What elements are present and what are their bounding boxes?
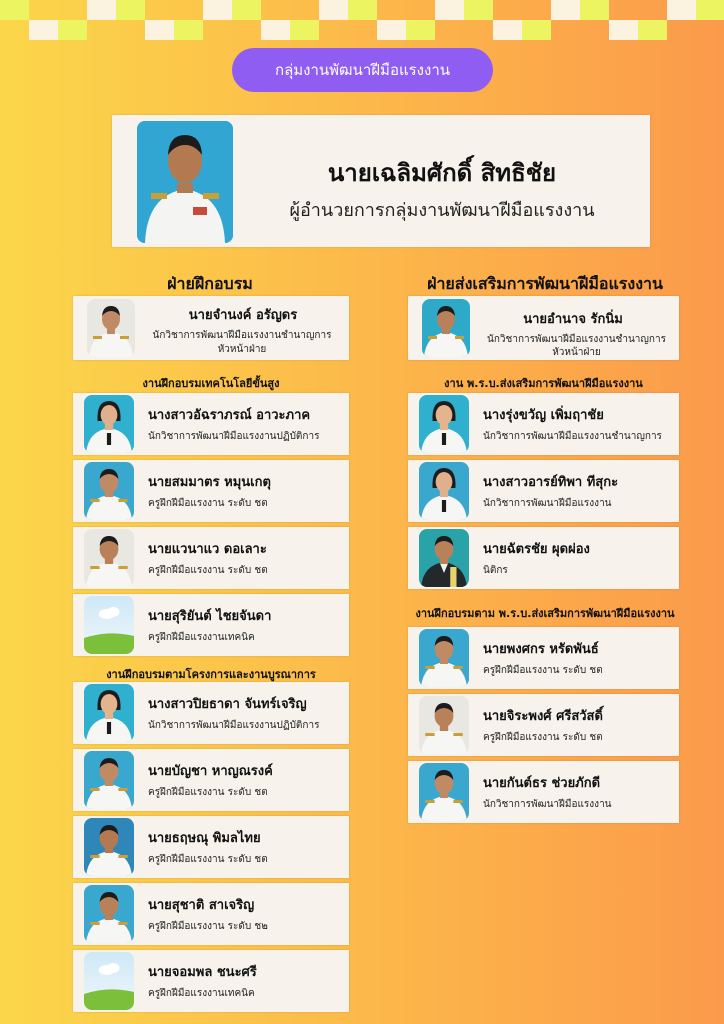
staff-photo — [419, 395, 469, 453]
director-position: ผู้อำนวยการกลุ่มงานพัฒนาฝีมือแรงงาน — [289, 200, 595, 221]
staff-photo — [84, 952, 134, 1010]
staff-card — [408, 761, 679, 823]
staff-name: นายฉัตรชัย ผุดผ่อง — [483, 542, 590, 557]
director-photo — [137, 121, 233, 243]
checker-tile — [638, 20, 667, 40]
staff-card — [73, 749, 349, 811]
person-portrait-icon — [422, 299, 470, 357]
person-portrait-icon — [84, 684, 134, 742]
left-head-card — [73, 296, 349, 360]
staff-position: ครูฝึกฝีมือแรงงาน ระดับ ชต — [483, 665, 603, 676]
staff-name: นายพงศกร หรัดพันธ์ — [483, 642, 599, 657]
director-name: นายเฉลิมศักดิ์ สิทธิชัย — [327, 159, 557, 187]
right-head-position: นักวิชาการพัฒนาฝีมือแรงงานชำนาญการ — [487, 334, 666, 345]
checker-tile — [493, 20, 522, 40]
checker-tile — [609, 20, 638, 40]
staff-photo — [84, 818, 134, 876]
checker-tile — [696, 0, 724, 20]
staff-photo — [419, 696, 469, 754]
checker-tile — [580, 20, 609, 40]
checker-tile — [174, 20, 203, 40]
staff-card — [73, 460, 349, 522]
checker-tile — [638, 0, 667, 20]
checker-tile — [261, 20, 290, 40]
checker-tile — [551, 0, 580, 20]
staff-name: นางสาวอัฉราภรณ์ อาวะภาค — [148, 408, 311, 423]
staff-card — [73, 682, 349, 744]
left-section2-label: งานฝึกอบรมตามโครงการและงานบูรณาการ — [106, 668, 316, 681]
checker-tile — [58, 20, 87, 40]
right-division-heading: ฝ่ายส่งเสริมการพัฒนาฝีมือแรงงาน — [427, 274, 663, 293]
staff-name: นายสุริยันต์ ไชยจันดา — [148, 609, 272, 624]
checker-tile — [348, 20, 377, 40]
checker-tile — [406, 20, 435, 40]
staff-position: ครูฝึกฝีมือแรงงาน ระดับ ชต — [148, 854, 268, 865]
staff-card — [408, 460, 679, 522]
checker-tile — [29, 20, 58, 40]
checker-tile — [464, 20, 493, 40]
staff-card — [408, 527, 679, 589]
left-head-position: นักวิชาการพัฒนาฝีมือแรงงานชำนาญการ — [152, 330, 332, 341]
staff-name: นางสาวปิยธาดา จันทร์เจริญ — [148, 697, 307, 712]
staff-card — [73, 527, 349, 589]
left-head-name: นายจำนงค์ อรัญดร — [188, 308, 298, 323]
staff-name: นางสาวอารย์ทิพา ทีสุกะ — [483, 475, 619, 490]
checker-tile — [203, 20, 232, 40]
checker-tile — [522, 20, 551, 40]
person-portrait-icon — [419, 395, 469, 453]
right-head-role: หัวหน้าฝ่าย — [552, 347, 601, 358]
staff-name: นางรุ่งขวัญ เพิ่มฤาชัย — [483, 408, 604, 423]
staff-photo — [84, 529, 134, 587]
checker-tile — [435, 20, 464, 40]
person-portrait-icon — [84, 395, 134, 453]
checker-border — [0, 0, 724, 48]
staff-photo — [84, 684, 134, 742]
staff-name: นายกันต์ธร ช่วยภักดี — [483, 776, 601, 791]
person-portrait-icon — [87, 299, 135, 357]
checker-tile — [464, 0, 493, 20]
checker-tile — [116, 0, 145, 20]
person-portrait-icon — [84, 818, 134, 876]
checker-tile — [522, 0, 551, 20]
checker-tile — [261, 0, 290, 20]
staff-position: ครูฝึกฝีมือแรงงาน ระดับ ชต — [483, 732, 603, 743]
staff-card — [73, 816, 349, 878]
left-section1-label: งานฝึกอบรมเทคโนโลยีขั้นสูง — [142, 377, 280, 390]
checker-tile — [0, 20, 29, 40]
person-silhouette-icon — [137, 121, 233, 243]
staff-card — [408, 694, 679, 756]
staff-card — [408, 393, 679, 455]
checker-tile — [29, 0, 58, 20]
staff-position: นักวิชาการพัฒนาฝีมือแรงงานปฏิบัติการ — [148, 720, 320, 731]
staff-card — [73, 950, 349, 1012]
staff-photo — [84, 462, 134, 520]
staff-card — [73, 883, 349, 945]
landscape-placeholder-icon — [84, 952, 134, 1010]
staff-card — [408, 627, 679, 689]
checker-tile — [609, 0, 638, 20]
staff-position: นิติกร — [483, 565, 508, 576]
staff-name: นายบัญชา หาญณรงค์ — [148, 764, 273, 779]
checker-tile — [145, 20, 174, 40]
checker-tile — [348, 0, 377, 20]
person-portrait-icon — [84, 885, 134, 943]
staff-position: ครูฝึกฝีมือแรงงาน ระดับ ช๒ — [148, 921, 268, 932]
staff-position: นักวิชาการพัฒนาฝีมือแรงงานปฏิบัติการ — [148, 431, 320, 442]
checker-tile — [174, 0, 203, 20]
checker-tile — [435, 0, 464, 20]
staff-position: ครูฝึกฝีมือแรงงาน ระดับ ชต — [148, 498, 268, 509]
right-section2-label: งานฝึกอบรมตาม พ.ร.บ.ส่งเสริมการพัฒนาฝีมือแรงงาน — [415, 607, 675, 620]
checker-tile — [203, 0, 232, 20]
staff-name: นายธฤษณุ พิมลไทย — [148, 831, 261, 846]
right-head-photo — [422, 299, 470, 357]
staff-card — [73, 393, 349, 455]
checker-tile — [116, 20, 145, 40]
checker-tile — [377, 20, 406, 40]
checker-tile — [580, 0, 609, 20]
staff-card — [73, 594, 349, 656]
person-portrait-icon — [84, 751, 134, 809]
checker-tile — [0, 0, 29, 20]
right-section1-label: งาน พ.ร.บ.ส่งเสริมการพัฒนาฝีมือแรงงาน — [444, 377, 643, 390]
checker-tile — [145, 0, 174, 20]
checker-tile — [551, 20, 580, 40]
checker-tile — [290, 0, 319, 20]
staff-position: ครูฝึกฝีมือแรงงาน ระดับ ชต — [148, 565, 268, 576]
staff-position: นักวิชาการพัฒนาฝีมือแรงงานชำนาญการ — [483, 431, 662, 442]
checker-tile — [377, 0, 406, 20]
staff-position: ครูฝึกฝีมือแรงงานเทคนิค — [148, 632, 255, 643]
checker-tile — [319, 0, 348, 20]
checker-tile — [232, 20, 261, 40]
staff-photo — [419, 763, 469, 821]
checker-tile — [696, 20, 724, 40]
checker-tile — [58, 0, 87, 20]
checker-tile — [87, 20, 116, 40]
director-card — [112, 115, 650, 247]
landscape-placeholder-icon — [84, 596, 134, 654]
checker-tile — [493, 0, 522, 20]
person-portrait-icon — [84, 462, 134, 520]
right-head-card — [408, 296, 679, 360]
right-head-name: นายอำนาจ รักนิ่ม — [523, 312, 623, 327]
staff-position: นักวิชาการพัฒนาฝีมือแรงงาน — [483, 498, 612, 509]
checker-tile — [319, 20, 348, 40]
left-head-photo — [87, 299, 135, 357]
checker-tile — [667, 20, 696, 40]
staff-name: นายสมมาตร หมุนเกตุ — [148, 475, 271, 490]
checker-tile — [87, 0, 116, 20]
staff-position: ครูฝึกฝีมือแรงงานเทคนิค — [148, 988, 255, 999]
staff-position: ครูฝึกฝีมือแรงงาน ระดับ ชต — [148, 787, 268, 798]
checker-tile — [406, 0, 435, 20]
checker-tile — [232, 0, 261, 20]
staff-photo — [419, 629, 469, 687]
checker-tile — [667, 0, 696, 20]
left-division-heading: ฝ่ายฝึกอบรม — [167, 274, 253, 293]
left-head-role: หัวหน้าฝ่าย — [217, 344, 267, 355]
staff-photo — [84, 885, 134, 943]
staff-name: นายจอมพล ชนะศรี — [148, 965, 257, 980]
staff-photo — [84, 596, 134, 654]
staff-name: นายจิระพงศ์ ศรีสวัสดิ์ — [483, 709, 603, 724]
staff-name: นายแวนาแว ดอเลาะ — [148, 542, 267, 557]
staff-photo — [419, 529, 469, 587]
group-title-pill: กลุ่มงานพัฒนาฝีมือแรงงาน — [232, 48, 493, 92]
person-portrait-icon — [419, 529, 469, 587]
person-portrait-icon — [419, 629, 469, 687]
staff-photo — [84, 751, 134, 809]
staff-photo — [419, 462, 469, 520]
staff-position: นักวิชาการพัฒนาฝีมือแรงงาน — [483, 799, 612, 810]
person-portrait-icon — [419, 696, 469, 754]
checker-tile — [290, 20, 319, 40]
staff-photo — [84, 395, 134, 453]
staff-name: นายสุชาติ สาเจริญ — [148, 898, 255, 913]
person-portrait-icon — [84, 529, 134, 587]
person-portrait-icon — [419, 462, 469, 520]
person-portrait-icon — [419, 763, 469, 821]
